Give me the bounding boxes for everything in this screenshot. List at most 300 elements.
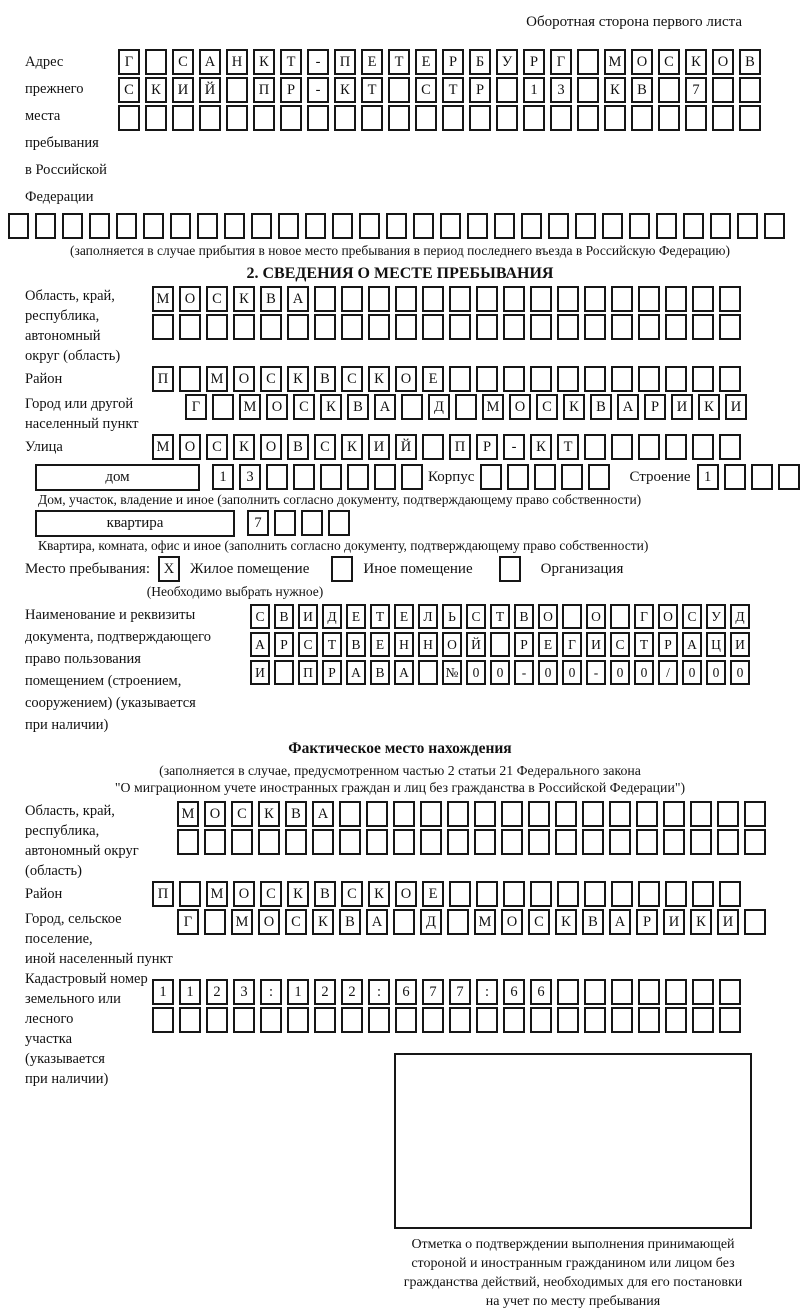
char-cell: Н	[418, 632, 438, 657]
char-cell: В	[631, 77, 653, 103]
char-cell: О	[233, 881, 255, 907]
char-cell	[339, 801, 361, 827]
char-cell	[287, 314, 309, 340]
char-cell: Г	[562, 632, 582, 657]
char-cell: Р	[274, 632, 294, 657]
char-cell: О	[395, 366, 417, 392]
char-cell: 1	[287, 979, 309, 1005]
char-cell: Р	[469, 77, 491, 103]
char-cell: В	[285, 801, 307, 827]
char-cell	[179, 314, 201, 340]
char-cell: А	[199, 49, 221, 75]
char-cell	[420, 801, 442, 827]
char-cell	[422, 434, 444, 460]
organization-label: Организация	[540, 561, 624, 577]
char-cell	[557, 314, 579, 340]
house-row	[0, 464, 800, 492]
char-cell: О	[538, 604, 558, 629]
char-cell: Г	[177, 909, 199, 935]
char-cell: :	[476, 979, 498, 1005]
char-cell: Й	[395, 434, 417, 460]
char-cell: Т	[370, 604, 390, 629]
char-cell	[118, 105, 140, 131]
char-cell: С	[314, 434, 336, 460]
char-cell	[719, 979, 741, 1005]
char-cell: Е	[422, 881, 444, 907]
char-cell: П	[449, 434, 471, 460]
char-cell	[577, 77, 599, 103]
char-cell	[422, 314, 444, 340]
char-cell: Т	[557, 434, 579, 460]
char-cell: А	[346, 660, 366, 685]
char-cell: М	[482, 394, 504, 420]
region-field	[0, 286, 800, 366]
char-cell	[663, 829, 685, 855]
char-cell	[764, 213, 785, 239]
stay-type-row	[0, 556, 800, 584]
char-cell	[204, 829, 226, 855]
char-cell	[62, 213, 83, 239]
char-cell: Д	[420, 909, 442, 935]
char-cell	[177, 829, 199, 855]
char-cell	[717, 829, 739, 855]
char-cell	[692, 366, 714, 392]
char-cell: О	[204, 801, 226, 827]
char-cell: /	[658, 660, 678, 685]
char-cell: К	[368, 366, 390, 392]
char-cell	[584, 434, 606, 460]
char-cell	[415, 105, 437, 131]
char-cell: И	[663, 909, 685, 935]
char-cell	[494, 213, 515, 239]
city-field	[0, 394, 800, 434]
char-cell: 7	[247, 510, 269, 536]
char-cell: Т	[634, 632, 654, 657]
char-cell	[744, 829, 766, 855]
char-cell	[523, 105, 545, 131]
actual-region-row-1	[177, 801, 771, 829]
char-cell	[476, 314, 498, 340]
char-cell	[638, 881, 660, 907]
char-cell	[204, 909, 226, 935]
char-cell: 0	[466, 660, 486, 685]
char-cell: Т	[490, 604, 510, 629]
char-cell	[476, 1007, 498, 1033]
char-cell: -	[307, 49, 329, 75]
char-cell: К	[690, 909, 712, 935]
char-cell	[366, 829, 388, 855]
char-cell: С	[341, 881, 363, 907]
char-cell: А	[609, 909, 631, 935]
char-cell	[393, 909, 415, 935]
char-cell: П	[298, 660, 318, 685]
char-cell: Г	[550, 49, 572, 75]
char-cell	[692, 314, 714, 340]
stamp-box	[394, 1053, 752, 1229]
char-cell	[413, 213, 434, 239]
char-cell: 1	[179, 979, 201, 1005]
char-cell: К	[698, 394, 720, 420]
char-cell: Р	[476, 434, 498, 460]
usage-doc-label: Наименование и реквизиты документа, подтверждающего право пользования помещением (строением, сооружением) (указывается при наличии)	[25, 607, 211, 733]
char-cell	[233, 1007, 255, 1033]
actual-region-row-2	[177, 829, 771, 857]
char-cell	[636, 801, 658, 827]
prev-address-row-1	[118, 49, 766, 77]
char-cell	[395, 314, 417, 340]
char-cell	[199, 105, 221, 131]
actual-location-note: (заполняется в случае, предусмотренном частью 2 статьи 21 Федерального закона "О миграционном учете иностранных граждан и лиц без гражданства в Российской Федерации")	[114, 763, 686, 795]
char-cell: Т	[322, 632, 342, 657]
char-cell: О	[260, 434, 282, 460]
usage-doc-row-1	[250, 604, 754, 632]
char-cell	[658, 105, 680, 131]
city-row	[185, 394, 752, 422]
char-cell	[719, 366, 741, 392]
char-cell: -	[514, 660, 534, 685]
char-cell: Т	[361, 77, 383, 103]
char-cell	[683, 213, 704, 239]
char-cell	[260, 314, 282, 340]
char-cell: И	[298, 604, 318, 629]
char-cell	[332, 213, 353, 239]
prev-address-row-2	[118, 77, 766, 105]
char-cell	[501, 829, 523, 855]
char-cell: В	[274, 604, 294, 629]
char-cell: А	[287, 286, 309, 312]
char-cell	[467, 213, 488, 239]
char-cell: Р	[280, 77, 302, 103]
char-cell: У	[496, 49, 518, 75]
char-cell	[314, 314, 336, 340]
char-cell	[665, 979, 687, 1005]
char-cell	[455, 394, 477, 420]
char-cell: О	[395, 881, 417, 907]
char-cell	[253, 105, 275, 131]
char-cell: О	[179, 434, 201, 460]
char-cell: С	[298, 632, 318, 657]
stamp-caption: Отметка о подтверждении выполнения принимающей стороной и иностранным гражданином или лицом без гражданства действий, необходимых для его постановки на учет по месту пребывания	[403, 1237, 743, 1309]
char-cell: С	[610, 632, 630, 657]
char-cell	[710, 213, 731, 239]
char-cell	[582, 829, 604, 855]
char-cell	[609, 829, 631, 855]
stay-type-label: Место пребывания:	[25, 561, 150, 577]
char-cell: К	[341, 434, 363, 460]
char-cell: С	[285, 909, 307, 935]
char-cell: В	[314, 366, 336, 392]
char-cell	[440, 213, 461, 239]
char-cell	[197, 213, 218, 239]
char-cell: Р	[636, 909, 658, 935]
region-rows	[152, 286, 746, 342]
char-cell: С	[341, 366, 363, 392]
char-cell: Н	[394, 632, 414, 657]
char-cell: М	[177, 801, 199, 827]
char-cell	[584, 1007, 606, 1033]
char-cell: Р	[523, 49, 545, 75]
page-side-note: Оборотная сторона первого листа	[526, 14, 742, 30]
char-cell: П	[152, 366, 174, 392]
char-cell: В	[346, 632, 366, 657]
char-cell: О	[442, 632, 462, 657]
char-cell	[530, 1007, 552, 1033]
char-cell	[737, 213, 758, 239]
char-cell: С	[528, 909, 550, 935]
char-cell	[557, 366, 579, 392]
char-cell	[226, 77, 248, 103]
actual-city-field	[0, 909, 800, 969]
char-cell	[631, 105, 653, 131]
district-field	[0, 366, 800, 394]
char-cell	[557, 1007, 579, 1033]
char-cell: М	[206, 881, 228, 907]
char-cell	[314, 1007, 336, 1033]
char-cell	[449, 1007, 471, 1033]
char-cell	[449, 314, 471, 340]
char-cell	[341, 1007, 363, 1033]
section2-title: 2. СВЕДЕНИЯ О МЕСТЕ ПРЕБЫВАНИЯ	[246, 265, 554, 282]
char-cell	[610, 604, 630, 629]
char-cell	[395, 1007, 417, 1033]
char-cell: О	[501, 909, 523, 935]
char-cell	[577, 49, 599, 75]
char-cell	[258, 829, 280, 855]
usage-doc-row-2	[250, 632, 754, 660]
char-cell: С	[206, 434, 228, 460]
char-cell	[266, 464, 288, 490]
char-cell	[35, 213, 56, 239]
char-cell	[550, 105, 572, 131]
char-cell: Б	[469, 49, 491, 75]
char-cell	[602, 213, 623, 239]
char-cell: Н	[226, 49, 248, 75]
char-cell	[89, 213, 110, 239]
district-row	[152, 366, 746, 394]
char-cell	[312, 829, 334, 855]
stamp-area	[350, 1053, 796, 1311]
char-cell	[359, 213, 380, 239]
char-cell: О	[179, 286, 201, 312]
char-cell: 1	[152, 979, 174, 1005]
char-cell	[534, 464, 556, 490]
char-cell: О	[631, 49, 653, 75]
char-cell: В	[514, 604, 534, 629]
char-cell	[636, 829, 658, 855]
char-cell	[719, 434, 741, 460]
char-cell: В	[739, 49, 761, 75]
char-cell	[638, 366, 660, 392]
char-cell	[611, 286, 633, 312]
char-cell: Е	[415, 49, 437, 75]
house-note: Дом, участок, владение и иное (заполнить согласно документу, подтверждающему право собственности)	[38, 492, 642, 507]
char-cell	[665, 1007, 687, 1033]
korpus-label: Корпус	[428, 469, 475, 485]
char-cell	[8, 213, 29, 239]
char-cell	[611, 979, 633, 1005]
char-cell	[557, 881, 579, 907]
char-cell	[476, 366, 498, 392]
char-cell	[152, 314, 174, 340]
char-cell: В	[314, 881, 336, 907]
char-cell: С	[172, 49, 194, 75]
char-cell	[212, 394, 234, 420]
char-cell	[339, 829, 361, 855]
char-cell: К	[287, 881, 309, 907]
char-cell: В	[370, 660, 390, 685]
char-cell	[692, 881, 714, 907]
apartment-number-cells	[247, 510, 355, 531]
char-cell	[420, 829, 442, 855]
actual-district-field	[0, 881, 800, 909]
char-cell: О	[509, 394, 531, 420]
char-cell: Е	[394, 604, 414, 629]
char-cell	[334, 105, 356, 131]
char-cell	[584, 881, 606, 907]
char-cell	[301, 510, 323, 536]
char-cell	[469, 105, 491, 131]
char-cell: С	[206, 286, 228, 312]
char-cell: М	[206, 366, 228, 392]
cadastral-rows	[152, 969, 746, 1035]
char-cell: 0	[490, 660, 510, 685]
char-cell: 6	[395, 979, 417, 1005]
actual-region-rows	[177, 801, 771, 857]
char-cell	[152, 1007, 174, 1033]
char-cell: М	[231, 909, 253, 935]
residential-label: Жилое помещение	[190, 561, 310, 577]
char-cell: И	[172, 77, 194, 103]
char-cell: Ь	[442, 604, 462, 629]
char-cell	[584, 979, 606, 1005]
char-cell: П	[334, 49, 356, 75]
actual-location-title: Фактическое место нахождения	[288, 740, 512, 757]
char-cell: О	[712, 49, 734, 75]
char-cell	[575, 213, 596, 239]
char-cell: О	[586, 604, 606, 629]
char-cell: Р	[644, 394, 666, 420]
char-cell: 0	[634, 660, 654, 685]
other-premises-checkbox	[331, 556, 353, 582]
char-cell	[368, 1007, 390, 1033]
char-cell	[449, 366, 471, 392]
char-cell	[690, 829, 712, 855]
char-cell: 3	[233, 979, 255, 1005]
organization-checkbox	[499, 556, 521, 582]
char-cell: К	[555, 909, 577, 935]
char-cell	[604, 105, 626, 131]
char-cell	[179, 366, 201, 392]
char-cell	[418, 660, 438, 685]
char-cell: С	[260, 366, 282, 392]
char-cell: В	[260, 286, 282, 312]
char-cell	[233, 314, 255, 340]
char-cell	[374, 464, 396, 490]
char-cell: 2	[341, 979, 363, 1005]
char-cell: 7	[685, 77, 707, 103]
char-cell: Й	[199, 77, 221, 103]
char-cell	[395, 286, 417, 312]
char-cell: 0	[562, 660, 582, 685]
char-cell	[449, 286, 471, 312]
char-cell	[584, 366, 606, 392]
actual-district-label: Район	[25, 886, 63, 902]
char-cell	[690, 801, 712, 827]
char-cell	[503, 366, 525, 392]
char-cell	[548, 213, 569, 239]
char-cell	[528, 829, 550, 855]
char-cell	[611, 1007, 633, 1033]
char-cell: Е	[361, 49, 383, 75]
char-cell: В	[590, 394, 612, 420]
other-premises-label: Иное помещение	[363, 561, 473, 577]
char-cell: 0	[706, 660, 726, 685]
char-cell	[582, 801, 604, 827]
char-cell	[401, 394, 423, 420]
char-cell	[347, 464, 369, 490]
actual-city-label: Город, сельское поселение, иной населенный пункт	[25, 911, 173, 967]
char-cell: М	[474, 909, 496, 935]
char-cell	[778, 464, 800, 490]
char-cell: Т	[280, 49, 302, 75]
char-cell	[274, 510, 296, 536]
street-label: Улица	[25, 439, 63, 455]
char-cell: С	[260, 881, 282, 907]
char-cell	[588, 464, 610, 490]
region-label: Область, край, республика, автономный округ (область)	[25, 288, 121, 364]
char-cell: И	[250, 660, 270, 685]
char-cell: С	[415, 77, 437, 103]
char-cell: К	[604, 77, 626, 103]
char-cell: И	[671, 394, 693, 420]
char-cell: С	[250, 604, 270, 629]
char-cell: А	[312, 801, 334, 827]
char-cell: С	[466, 604, 486, 629]
char-cell	[116, 213, 137, 239]
char-cell	[496, 105, 518, 131]
region-row-2	[152, 314, 746, 342]
char-cell	[530, 366, 552, 392]
char-cell	[609, 801, 631, 827]
char-cell	[388, 77, 410, 103]
char-cell	[719, 881, 741, 907]
char-cell	[224, 213, 245, 239]
char-cell	[503, 1007, 525, 1033]
char-cell: Д	[730, 604, 750, 629]
char-cell	[388, 105, 410, 131]
char-cell: Г	[185, 394, 207, 420]
char-cell	[293, 464, 315, 490]
char-cell	[285, 829, 307, 855]
char-cell: Д	[322, 604, 342, 629]
char-cell	[490, 632, 510, 657]
char-cell	[368, 314, 390, 340]
char-cell	[231, 829, 253, 855]
char-cell: :	[260, 979, 282, 1005]
char-cell	[665, 366, 687, 392]
char-cell: И	[730, 632, 750, 657]
char-cell: -	[503, 434, 525, 460]
char-cell: М	[239, 394, 261, 420]
actual-region-label: Область, край, республика, автономный округ (область)	[25, 803, 139, 879]
char-cell	[530, 314, 552, 340]
char-cell: Д	[428, 394, 450, 420]
char-cell: 2	[314, 979, 336, 1005]
char-cell: -	[307, 77, 329, 103]
char-cell	[251, 213, 272, 239]
char-cell: Ц	[706, 632, 726, 657]
char-cell: К	[312, 909, 334, 935]
